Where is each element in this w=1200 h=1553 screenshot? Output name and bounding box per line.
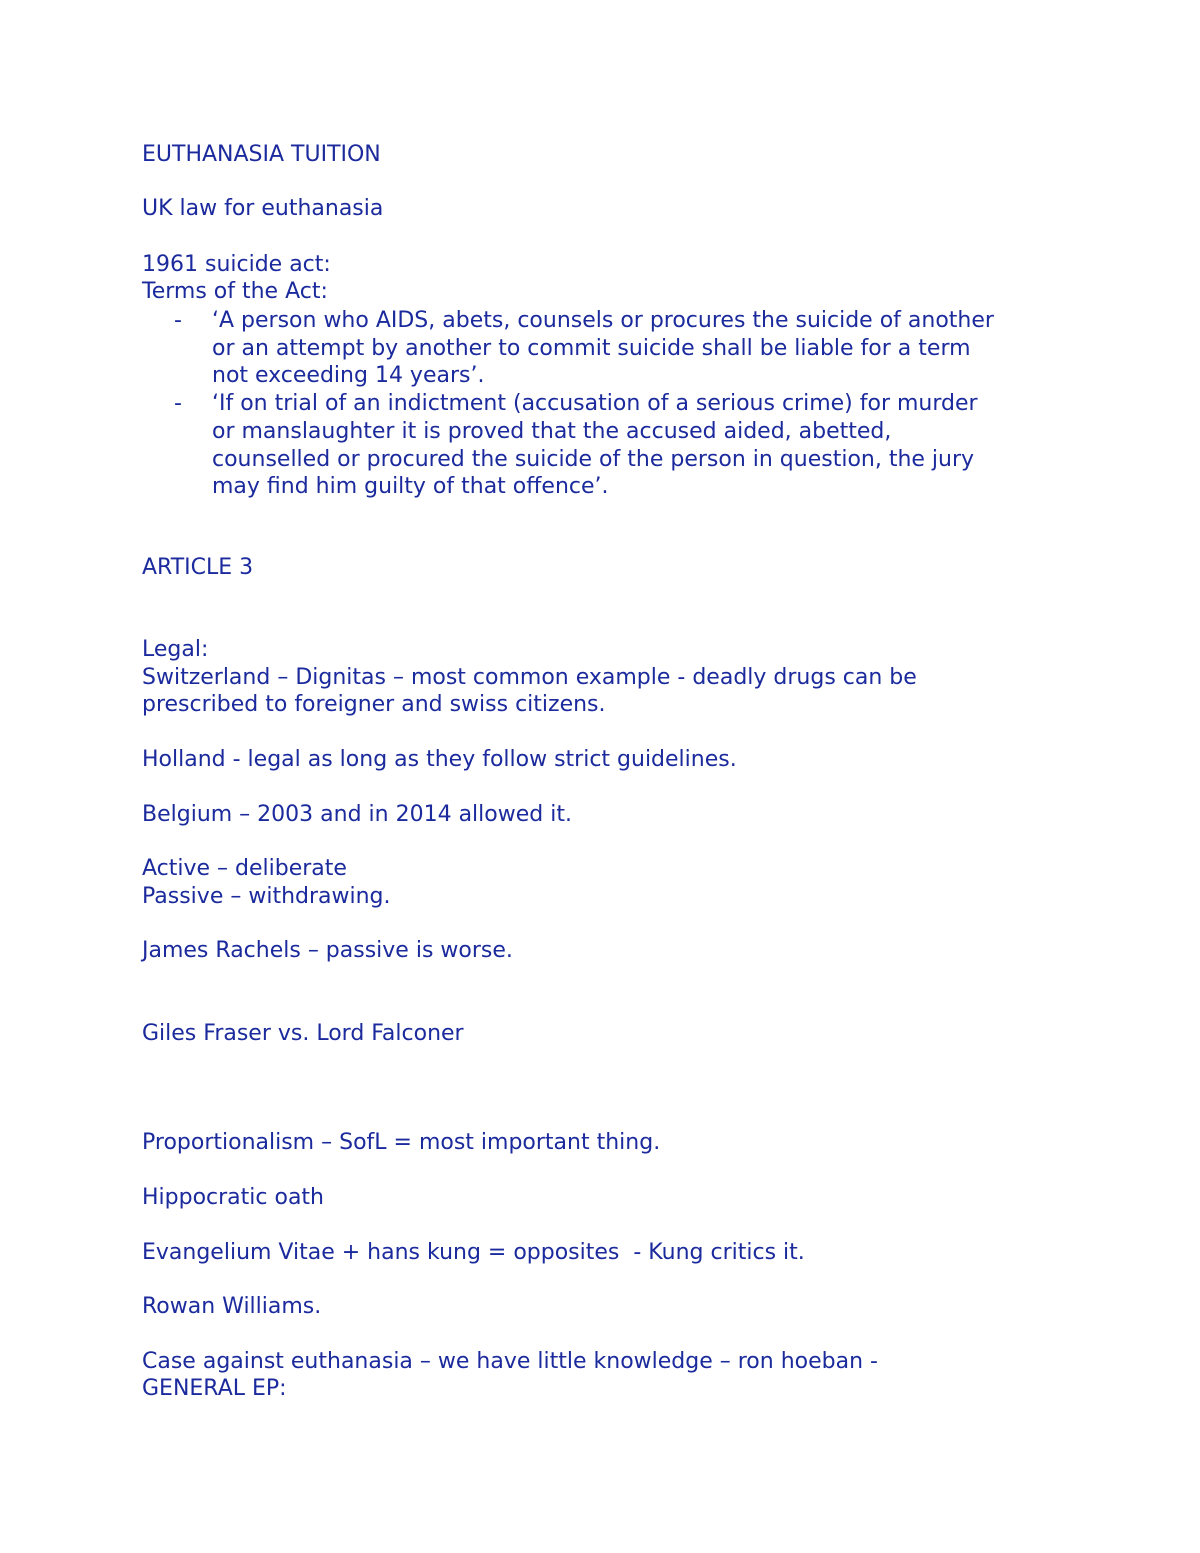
article-heading: ARTICLE 3	[142, 555, 254, 580]
legal-heading: Legal:	[142, 637, 209, 662]
bullet-text-line: ‘If on trial of an indictment (accusation of a serious crime) for murder	[212, 391, 978, 416]
bullet-text-line: not exceeding 14 years’.	[212, 363, 485, 388]
case-against-line: Case against euthanasia – we have little knowledge – ron hoeban -	[142, 1349, 878, 1374]
evangelium-line: Evangelium Vitae + hans kung = opposites - Kung critics it.	[142, 1240, 805, 1265]
switzerland-line: Switzerland – Dignitas – most common example - deadly drugs can be	[142, 665, 917, 690]
bullet-text-line: may find him guilty of that offence’.	[212, 474, 609, 499]
proportionalism-line: Proportionalism – SofL = most important thing.	[142, 1130, 661, 1155]
act-heading: 1961 suicide act:	[142, 252, 331, 277]
rachels-line: James Rachels – passive is worse.	[142, 938, 513, 963]
switzerland-line: prescribed to foreigner and swiss citizens.	[142, 692, 606, 717]
bullet-text-line: or manslaughter it is proved that the accused aided, abetted,	[212, 419, 892, 444]
document-title: EUTHANASIA TUITION	[142, 142, 381, 167]
document-subtitle: UK law for euthanasia	[142, 196, 384, 221]
bullet-marker: -	[174, 391, 182, 416]
passive-line: Passive – withdrawing.	[142, 884, 391, 909]
bullet-text-line: ‘A person who AIDS, abets, counsels or procures the suicide of another	[212, 308, 994, 333]
bullet-text-line: counselled or procured the suicide of the person in question, the jury	[212, 447, 975, 472]
general-ep-line: GENERAL EP:	[142, 1376, 287, 1401]
terms-heading: Terms of the Act:	[142, 279, 328, 304]
fraser-line: Giles Fraser vs. Lord Falconer	[142, 1021, 464, 1046]
active-line: Active – deliberate	[142, 856, 347, 881]
bullet-marker: -	[174, 308, 182, 333]
bullet-text-line: or an attempt by another to commit suicide shall be liable for a term	[212, 336, 971, 361]
rowan-line: Rowan Williams.	[142, 1294, 322, 1319]
hippocratic-line: Hippocratic oath	[142, 1185, 325, 1210]
belgium-line: Belgium – 2003 and in 2014 allowed it.	[142, 802, 572, 827]
holland-line: Holland - legal as long as they follow strict guidelines.	[142, 747, 737, 772]
